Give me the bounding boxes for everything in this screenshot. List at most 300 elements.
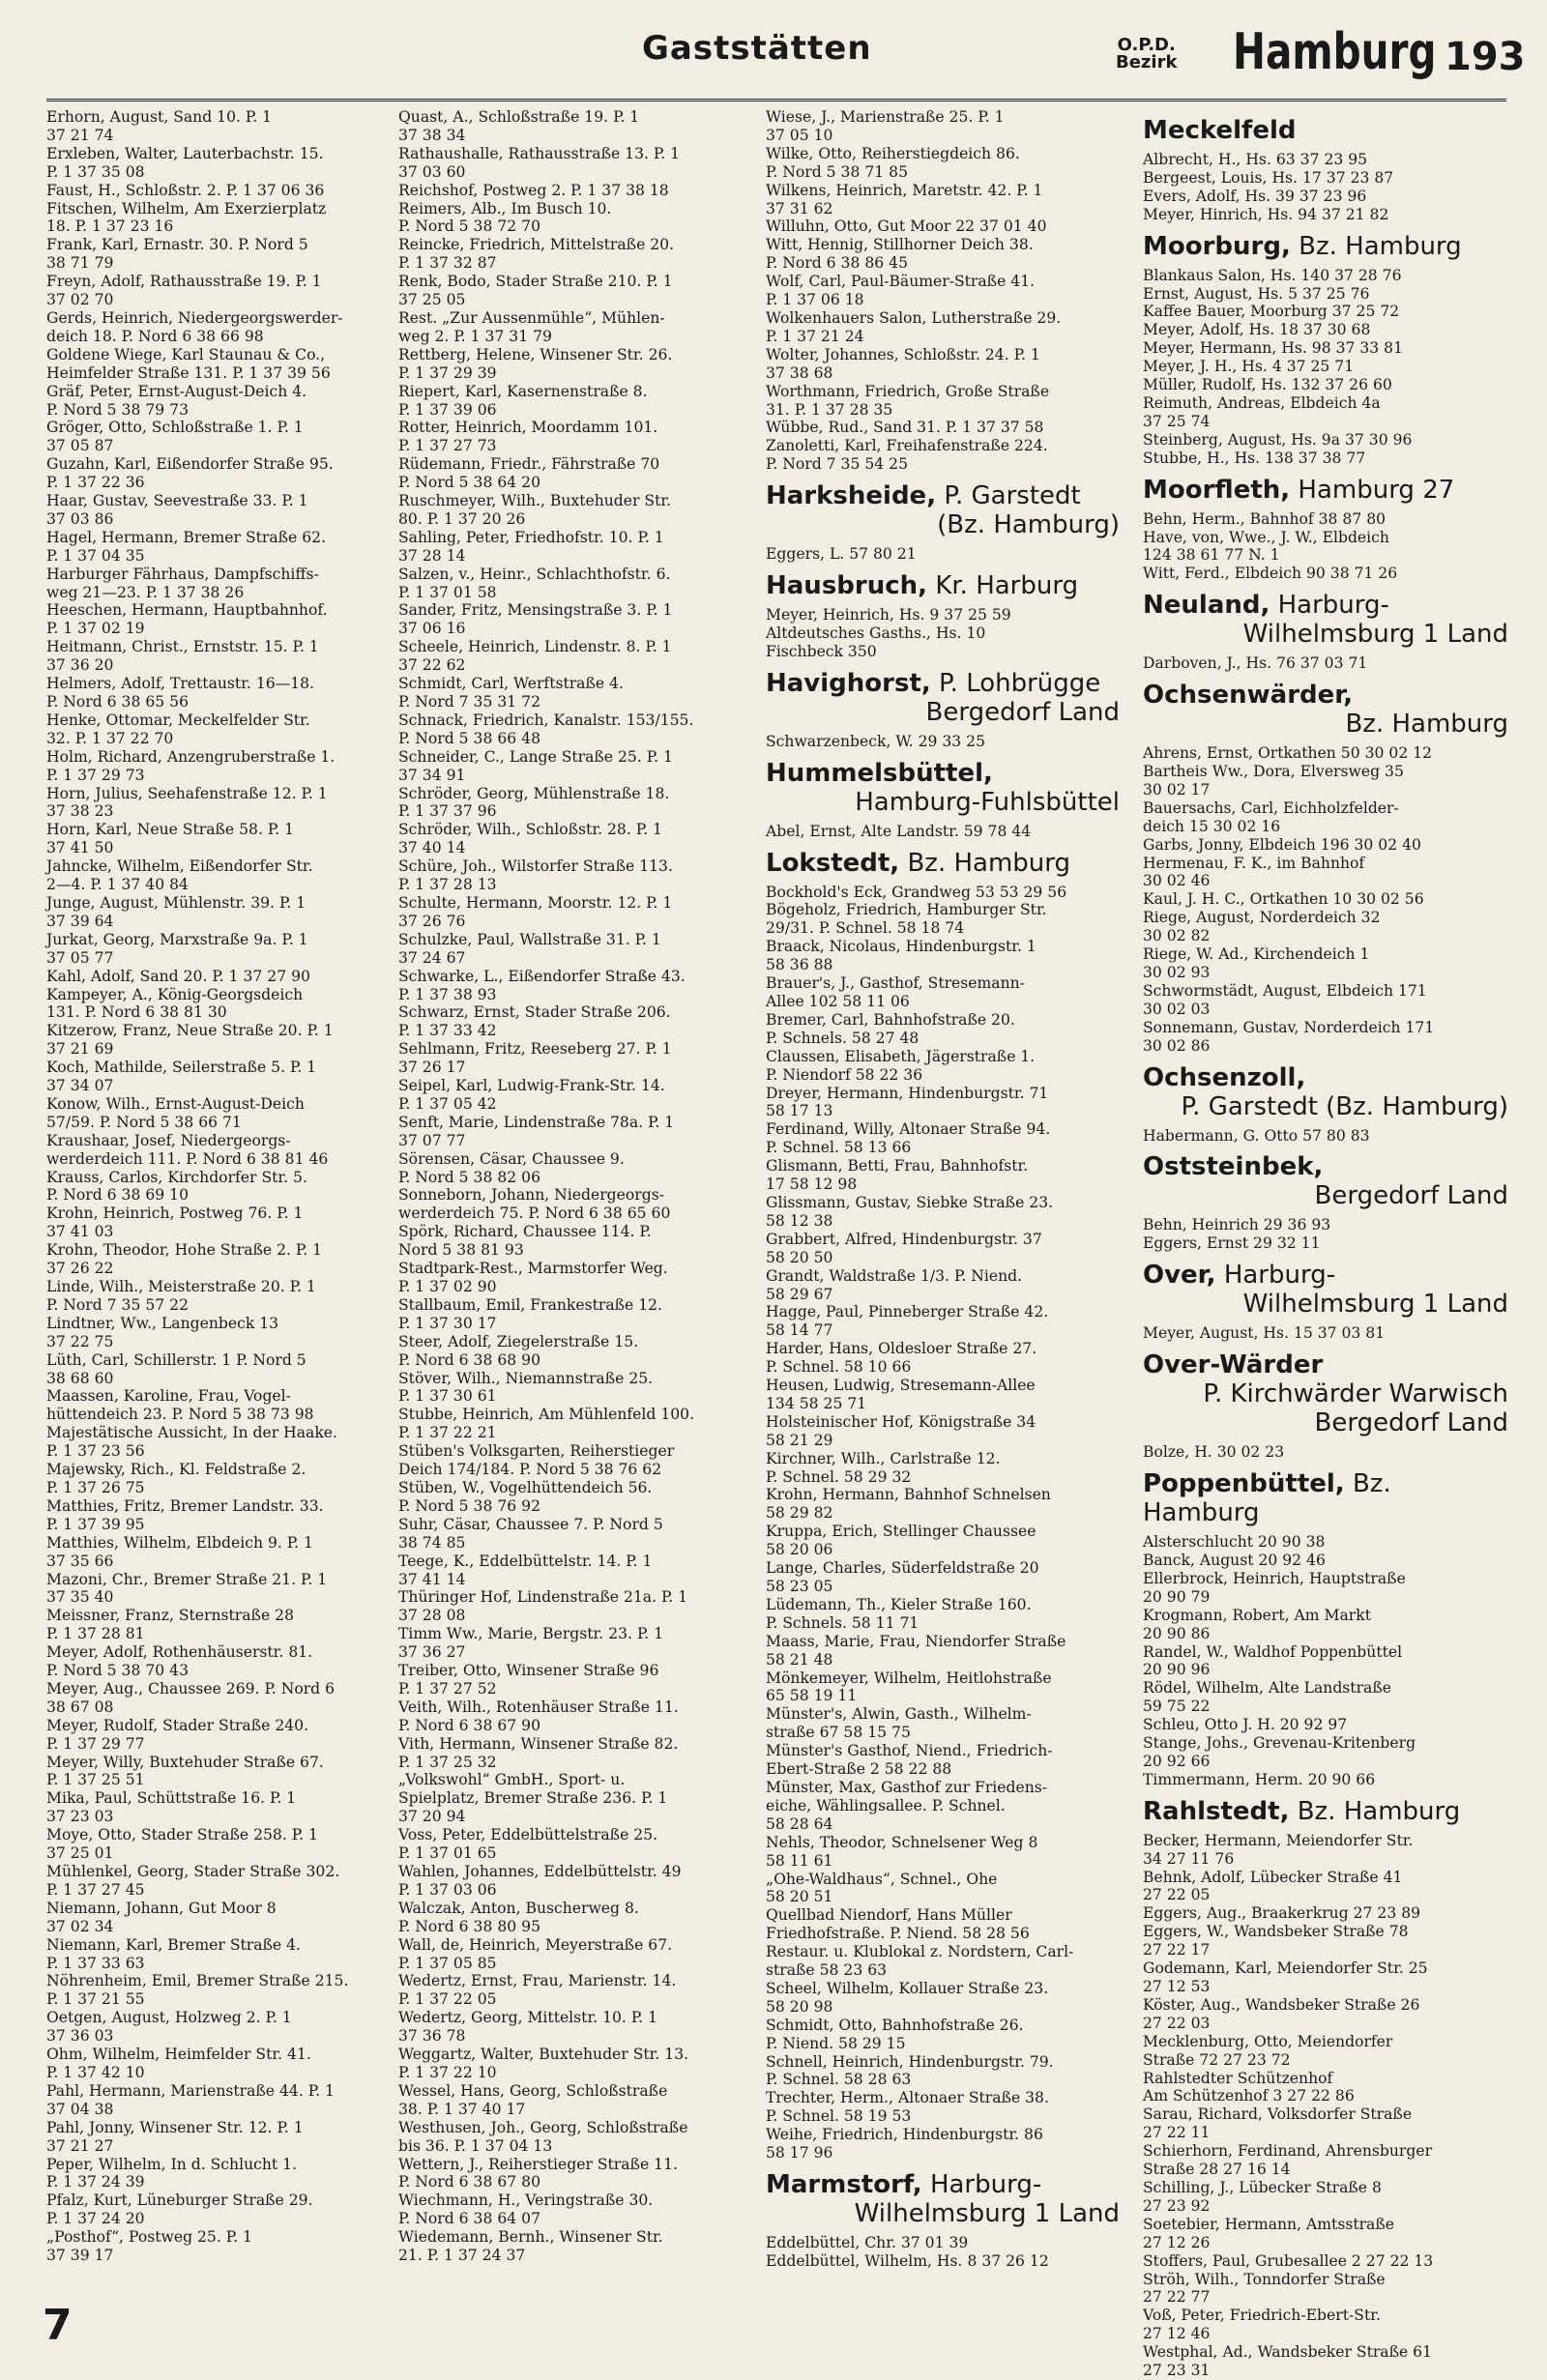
list-item: Straße 72 27 23 72 [1143, 2050, 1291, 2069]
list-item: 17 58 12 98 [766, 1175, 858, 1194]
list-item: 80. P. 1 37 20 26 [398, 509, 526, 528]
list-item: P. Schnel. 58 19 53 [766, 2107, 912, 2126]
list-item: P. Nord 6 38 67 80 [398, 2173, 540, 2191]
list-item: Sarau, Richard, Volksdorfer Straße [1143, 2105, 1413, 2124]
section-subdistrict: (Bz. Hamburg) [937, 510, 1120, 540]
list-item: 131. P. Nord 6 38 81 30 [46, 1003, 227, 1022]
list-item: P. 1 37 21 55 [46, 1990, 145, 2009]
list-item: P. Nord 6 38 69 10 [46, 1186, 189, 1205]
list-item: bis 36. P. 1 37 04 13 [398, 2136, 553, 2155]
list-item: P. 1 37 39 95 [46, 1515, 145, 1533]
list-item: P. 1 37 26 75 [46, 1478, 145, 1496]
list-item: Gräf, Peter, Ernst-August-Deich 4. [46, 382, 307, 400]
list-item: 58 29 67 [766, 1285, 833, 1303]
list-item: Wall, de, Heinrich, Meyerstraße 67. [398, 1935, 673, 1954]
list-item: P. 1 37 29 39 [398, 363, 497, 382]
list-item: Friedhofstraße. P. Niend. 58 28 56 [766, 1925, 1030, 1943]
list-item: 37 23 03 [46, 1808, 114, 1826]
list-item: P. 1 37 04 35 [46, 546, 145, 565]
list-item: Bockhold's Eck, Grandweg 53 53 29 56 [766, 883, 1067, 901]
list-item: Rathaushalle, Rathausstraße 13. P. 1 [398, 144, 681, 162]
list-item: Pahl, Hermann, Marienstraße 44. P. 1 [46, 2081, 335, 2100]
list-item: P. 1 37 29 77 [46, 1734, 145, 1753]
list-item: P. 1 37 30 17 [398, 1314, 497, 1332]
list-item: P. Nord 5 38 76 92 [398, 1496, 540, 1515]
list-item: Schulte, Hermann, Moorstr. 12. P. 1 [398, 893, 673, 912]
list-item: Stubbe, H., Hs. 138 37 38 77 [1143, 449, 1366, 467]
section-district: Bz. Hamburg [907, 848, 1070, 878]
list-item: Kirchner, Wilh., Carlstraße 12. [766, 1449, 1001, 1467]
list-item: Braack, Nicolaus, Hindenburgstr. 1 [766, 938, 1036, 956]
section-place: Hausbruch, [766, 571, 928, 601]
list-item: Nord 5 38 81 93 [398, 1241, 524, 1260]
list-item: P. 1 37 01 65 [398, 1844, 497, 1863]
list-item: Kaul, J. H. C., Ortkathen 10 30 02 56 [1143, 890, 1424, 909]
list-item: Wiese, J., Marienstraße 25. P. 1 [766, 108, 1005, 126]
section-place: Havighorst, [766, 668, 931, 698]
list-item: 37 26 22 [46, 1260, 114, 1278]
list-item: P. 1 37 22 21 [398, 1424, 497, 1442]
list-item: 27 12 46 [1143, 2325, 1211, 2343]
list-item: straße 58 23 63 [766, 1961, 888, 1980]
list-item: 124 38 61 77 N. 1 [1143, 546, 1280, 565]
column-1 [46, 108, 379, 2274]
list-item: P. Schnel. 58 10 66 [766, 1358, 912, 1377]
list-item: Fitschen, Wilhelm, Am Exerzierplatz [46, 199, 327, 218]
list-item: Rest. „Zur Aussenmühle“, Mühlen- [398, 308, 665, 327]
list-item: Meyer, Heinrich, Hs. 9 37 25 59 [766, 606, 1011, 624]
section-subdistrict: Wilhelmsburg 1 Land [1242, 620, 1508, 650]
list-item: Sahling, Peter, Friedhofstr. 10. P. 1 [398, 528, 664, 546]
list-item: Gröger, Otto, Schloßstraße 1. P. 1 [46, 419, 304, 437]
list-item: Mazoni, Chr., Bremer Straße 21. P. 1 [46, 1570, 328, 1588]
list-item: Erxleben, Walter, Lauterbachstr. 15. [46, 144, 324, 162]
list-item: Niemann, Johann, Gut Moor 8 [46, 1899, 277, 1917]
list-item: Stadtpark-Rest., Marmstorfer Weg. [398, 1260, 668, 1278]
list-item: Wolter, Johannes, Schloßstr. 24. P. 1 [766, 345, 1040, 363]
list-item: Weggartz, Walter, Buxtehuder Str. 13. [398, 2046, 689, 2064]
list-item: Sonnemann, Gustav, Norderdeich 171 [1143, 1018, 1435, 1036]
list-item: Wiedemann, Bernh., Winsener Str. [398, 2228, 663, 2247]
list-item: P. 1 37 25 51 [46, 1771, 145, 1789]
list-item: P. 1 37 03 06 [398, 1880, 497, 1899]
section-heading [1143, 1469, 1508, 1527]
list-item: 31. P. 1 37 28 35 [766, 400, 893, 419]
list-item: Stüben, W., Vogelhüttendeich 56. [398, 1478, 653, 1496]
list-item: Wessel, Hans, Georg, Schloßstraße [398, 2081, 668, 2100]
list-item: Behnk, Adolf, Lübecker Straße 41 [1143, 1868, 1403, 1886]
list-item: Salzen, v., Heinr., Schlachthofstr. 6. [398, 565, 671, 583]
list-item: Lange, Charles, Süderfeldstraße 20 [766, 1559, 1039, 1578]
list-item: P. Nord 7 35 31 72 [398, 693, 540, 711]
list-item: P. 1 37 33 42 [398, 1022, 497, 1040]
list-item: Stüben's Volksgarten, Reiherstieger [398, 1442, 675, 1461]
list-item: Riege, August, Norderdeich 32 [1143, 909, 1381, 927]
section-heading [1143, 1152, 1508, 1210]
list-item: P. 1 37 25 32 [398, 1753, 497, 1771]
section-place: Moorburg, [1143, 231, 1291, 261]
list-item: Schulzke, Paul, Wallstraße 31. P. 1 [398, 930, 661, 948]
list-item: weg 2. P. 1 37 31 79 [398, 327, 552, 345]
list-item: Reincke, Friedrich, Mittelstraße 20. [398, 236, 675, 254]
list-item: Schierhorn, Ferdinand, Ahrensburger [1143, 2142, 1433, 2161]
list-item: P. 1 37 02 19 [46, 620, 145, 638]
list-item: 37 25 74 [1143, 412, 1211, 430]
list-item: 37 03 60 [398, 162, 466, 181]
list-item: Suhr, Cäsar, Chaussee 7. P. Nord 5 [398, 1515, 663, 1533]
list-item: hüttendeich 23. P. Nord 5 38 73 98 [46, 1406, 314, 1424]
list-item: P. Schnels. 58 27 48 [766, 1029, 919, 1047]
list-item: 37 28 08 [398, 1607, 466, 1625]
list-item: 37 39 64 [46, 912, 114, 930]
list-item: Riege, W. Ad., Kirchendeich 1 [1143, 945, 1370, 964]
column-2 [398, 108, 748, 2274]
list-item: Horn, Karl, Neue Straße 58. P. 1 [46, 821, 295, 839]
list-item: P. 1 37 28 13 [398, 876, 497, 894]
list-item: 27 22 11 [1143, 2124, 1211, 2142]
list-item: Altdeutsches Gasths., Hs. 10 [766, 624, 986, 642]
section-heading [1143, 1063, 1508, 1121]
list-item: P. Schnels. 58 11 71 [766, 1613, 919, 1632]
section-subdistrict: Bz. Hamburg [1345, 710, 1508, 740]
section-subdistrict: P. Kirchwärder Warwisch Bergedorf Land [1203, 1379, 1508, 1438]
list-item: Eddelbüttel, Wilhelm, Hs. 8 37 26 12 [766, 2251, 1049, 2270]
list-item: P. Schnel. 58 29 32 [766, 1467, 912, 1486]
list-item: eiche, Wählingsallee. P. Schnel. [766, 1796, 1006, 1814]
list-item: Kraushaar, Josef, Niedergeorgs- [46, 1131, 291, 1149]
list-item: P. 1 37 27 73 [398, 437, 497, 455]
list-item: 18. P. 1 37 23 16 [46, 218, 174, 236]
list-item: P. 1 37 21 24 [766, 327, 864, 345]
list-item: Schneider, C., Lange Straße 25. P. 1 [398, 747, 673, 766]
list-item: Wedertz, Georg, Mittelstr. 10. P. 1 [398, 2009, 658, 2027]
list-item: Willuhn, Otto, Gut Moor 22 37 01 40 [766, 218, 1047, 236]
list-item: Matthies, Fritz, Bremer Landstr. 33. [46, 1496, 324, 1515]
list-item: Stange, Johs., Grevenau-Kritenberg [1143, 1734, 1416, 1753]
list-item: Münster's, Alwin, Gasth., Wilhelm- [766, 1705, 1032, 1724]
list-item: 2—4. P. 1 37 40 84 [46, 876, 189, 894]
list-item: Schilling, J., Lübecker Straße 8 [1143, 2178, 1382, 2196]
list-item: 58 20 98 [766, 1997, 833, 2016]
list-item: Allee 102 58 11 06 [766, 993, 910, 1010]
list-item: Helmers, Adolf, Trettaustr. 16—18. [46, 675, 315, 693]
list-item: 20 90 86 [1143, 1624, 1211, 1642]
section-district: Harburg- [1223, 1261, 1336, 1291]
list-item: P. 1 37 28 81 [46, 1625, 145, 1643]
list-item: Guzahn, Karl, Eißendorfer Straße 95. [46, 455, 334, 474]
list-item: 37 07 77 [398, 1131, 466, 1149]
list-item: Meyer, Willy, Buxtehuder Straße 67. [46, 1753, 324, 1771]
section-heading [766, 2170, 1120, 2228]
list-item: Wübbe, Rud., Sand 31. P. 1 37 37 58 [766, 419, 1044, 437]
list-item: Wiechmann, H., Veringstraße 30. [398, 2191, 654, 2210]
section-heading [1143, 591, 1508, 649]
list-item: 37 36 78 [398, 2027, 466, 2046]
list-item: P. Nord 6 38 68 90 [398, 1350, 540, 1369]
list-item: Niemann, Karl, Bremer Straße 4. [46, 1935, 301, 1954]
list-item: Ahrens, Ernst, Ortkathen 50 30 02 12 [1143, 744, 1433, 763]
list-item: Soetebier, Hermann, Amtsstraße [1143, 2215, 1394, 2233]
list-item: Eddelbüttel, Chr. 37 01 39 [766, 2234, 969, 2251]
section-place: Neuland, [1143, 591, 1270, 621]
list-item: Meyer, Hermann, Hs. 98 37 33 81 [1143, 339, 1404, 358]
list-item: Majestätische Aussicht, In der Haake. [46, 1424, 337, 1442]
list-item: 58 36 88 [766, 956, 833, 974]
list-item: 27 22 17 [1143, 1941, 1211, 1959]
list-item: Münster, Max, Gasthof zur Friedens- [766, 1778, 1048, 1796]
list-item: Wilkens, Heinrich, Maretstr. 42. P. 1 [766, 181, 1043, 199]
list-item: Bartheis Ww., Dora, Elversweg 35 [1143, 763, 1404, 781]
list-item: 37 25 01 [46, 1844, 114, 1863]
list-item: Kitzerow, Franz, Neue Straße 20. P. 1 [46, 1022, 334, 1040]
list-item: Bergeest, Louis, Hs. 17 37 23 87 [1143, 168, 1394, 187]
list-item: P. 1 37 22 10 [398, 2063, 497, 2081]
list-item: 30 02 82 [1143, 927, 1211, 945]
footer-number: 7 [43, 2301, 73, 2350]
list-item: 37 24 67 [398, 948, 466, 967]
section-district: P. Lohbrügge [939, 668, 1101, 698]
list-item: Wolf, Carl, Paul-Bäumer-Straße 41. [766, 273, 1036, 291]
list-item: Have, von, Wwe., J. W., Elbdeich [1143, 528, 1389, 546]
list-item: 37 41 03 [46, 1223, 114, 1241]
city-name: Hamburg [1233, 23, 1437, 81]
section-subdistrict: P. Garstedt (Bz. Hamburg) [1181, 1091, 1508, 1121]
list-item: 37 41 14 [398, 1570, 466, 1588]
list-item: Krohn, Hermann, Bahnhof Schnelsen [766, 1486, 1051, 1504]
list-item: Kampeyer, A., König-Georgsdeich [46, 985, 304, 1003]
list-item: Glissmann, Gustav, Siebke Straße 23. [766, 1193, 1054, 1211]
list-item: P. 1 37 32 87 [398, 254, 497, 273]
list-item: P. Niend. 58 29 15 [766, 2034, 906, 2052]
list-item: Wolkenhauers Salon, Lutherstraße 29. [766, 308, 1062, 327]
section-heading [766, 669, 1120, 727]
list-item: Maass, Marie, Frau, Niendorfer Straße [766, 1632, 1066, 1650]
list-item: 37 03 86 [46, 509, 114, 528]
list-item: P. Nord 6 38 64 07 [398, 2210, 540, 2228]
page-title: Gaststätten [642, 29, 872, 68]
list-item: Reichshof, Postweg 2. P. 1 37 38 18 [398, 181, 669, 199]
list-item: Spörk, Richard, Chaussee 114. P. [398, 1223, 652, 1241]
list-item: Holsteinischer Hof, Königstraße 34 [766, 1412, 1036, 1431]
list-item: 27 23 92 [1143, 2196, 1211, 2215]
list-item: 37 05 77 [46, 948, 114, 967]
list-item: 37 39 17 [46, 2247, 114, 2265]
list-item: Timm Ww., Marie, Bergstr. 23. P. 1 [398, 1625, 664, 1643]
list-item: 58 29 82 [766, 1504, 833, 1523]
list-item: Schmidt, Carl, Werftstraße 4. [398, 675, 624, 693]
list-item: Quellbad Niendorf, Hans Müller [766, 1906, 1012, 1925]
list-item: Harburger Fährhaus, Dampfschiffs- [46, 565, 319, 583]
section-subdistrict: Wilhelmsburg 1 Land [854, 2199, 1120, 2228]
list-item: 37 40 14 [398, 839, 466, 857]
list-item: 38 67 08 [46, 1698, 114, 1716]
list-item: 37 02 34 [46, 1917, 114, 1935]
list-item: P. 1 37 38 93 [398, 985, 497, 1003]
list-item: Ströh, Wilh., Tonndorfer Straße [1143, 2270, 1386, 2288]
list-item: Heimfelder Straße 131. P. 1 37 39 56 [46, 363, 331, 382]
list-item: Hagge, Paul, Pinneberger Straße 42. [766, 1303, 1049, 1321]
list-item: werderdeich 111. P. Nord 6 38 81 46 [46, 1149, 329, 1168]
list-item: Lüdemann, Th., Kieler Straße 160. [766, 1595, 1032, 1613]
list-item: Meissner, Franz, Sternstraße 28 [46, 1607, 294, 1625]
list-item: Banck, August 20 92 46 [1143, 1551, 1326, 1569]
list-item: Lindtner, Ww., Langenbeck 13 [46, 1314, 279, 1332]
list-item: Horn, Julius, Seehafenstraße 12. P. 1 [46, 784, 328, 802]
list-item: Worthmann, Friedrich, Große Straße [766, 382, 1050, 400]
list-item: Kruppa, Erich, Stellinger Chaussee [766, 1523, 1036, 1541]
list-item: Seipel, Karl, Ludwig-Frank-Str. 14. [398, 1077, 665, 1095]
list-item: Quast, A., Schloßstraße 19. P. 1 [398, 108, 640, 126]
list-item: Schwormstädt, August, Elbdeich 171 [1143, 981, 1427, 1000]
bezirk-text: Bezirk [1116, 52, 1178, 73]
list-item: Mecklenburg, Otto, Meiendorfer [1143, 2032, 1393, 2050]
list-item: P. 1 37 33 63 [46, 1954, 145, 1972]
list-item: Scheele, Heinrich, Lindenstr. 8. P. 1 [398, 638, 672, 656]
list-item: P. 1 37 06 18 [766, 291, 864, 309]
list-item: Riepert, Karl, Kasernenstraße 8. [398, 382, 648, 400]
list-item: 37 35 66 [46, 1552, 114, 1570]
list-item: Teege, K., Eddelbüttelstr. 14. P. 1 [398, 1552, 653, 1570]
list-item: Schwarke, L., Eißendorfer Straße 43. [398, 967, 686, 985]
list-item: Becker, Hermann, Meiendorfer Str. [1143, 1831, 1414, 1849]
list-item: weg 21—23. P. 1 37 38 26 [46, 583, 245, 601]
list-item: 37 26 17 [398, 1059, 466, 1077]
list-item: Meyer, Hinrich, Hs. 94 37 21 82 [1143, 205, 1389, 223]
list-item: „Posthof“, Postweg 25. P. 1 [46, 2228, 252, 2247]
list-item: Reimers, Alb., Im Busch 10. [398, 199, 612, 218]
list-item: Matthies, Wilhelm, Elbdeich 9. P. 1 [46, 1533, 313, 1552]
list-item: 27 12 26 [1143, 2233, 1211, 2251]
list-item: Dreyer, Hermann, Hindenburgstr. 71 [766, 1084, 1049, 1102]
list-item: 134 58 25 71 [766, 1394, 867, 1412]
list-item: 20 90 79 [1143, 1587, 1211, 1606]
list-item: Restaur. u. Klublokal z. Nordstern, Carl- [766, 1943, 1074, 1961]
list-item: 37 05 10 [766, 126, 833, 144]
list-item: Oetgen, August, Holzweg 2. P. 1 [46, 2009, 292, 2027]
list-item: 37 38 34 [398, 126, 466, 144]
list-item: P. Nord 6 38 65 56 [46, 693, 189, 711]
list-item: 58 20 06 [766, 1541, 833, 1559]
list-item: Jahncke, Wilhelm, Eißendorfer Str. [46, 857, 313, 876]
list-item: P. 1 37 22 05 [398, 1990, 497, 2009]
list-item: Am Schützenhof 3 27 22 86 [1143, 2087, 1355, 2105]
list-item: 27 23 31 [1143, 2362, 1211, 2380]
list-item: Harder, Hans, Oldesloer Straße 27. [766, 1340, 1037, 1358]
list-item: Krauss, Carlos, Kirchdorfer Str. 5. [46, 1168, 307, 1186]
list-item: 38 74 85 [398, 1533, 466, 1552]
list-item: Mönkemeyer, Wilhelm, Heitlohstraße [766, 1669, 1052, 1687]
list-item: Thüringer Hof, Lindenstraße 21a. P. 1 [398, 1588, 688, 1607]
list-item: Henke, Ottomar, Meckelfelder Str. [46, 711, 310, 729]
list-item: Münster's Gasthof, Niend., Friedrich- [766, 1742, 1053, 1760]
list-item: 58 28 64 [766, 1814, 833, 1833]
list-item: 58 23 05 [766, 1578, 833, 1595]
list-item: 27 22 03 [1143, 2014, 1211, 2032]
list-item: 37 34 07 [46, 1077, 114, 1095]
list-item: P. 1 37 05 42 [398, 1094, 497, 1113]
list-item: 37 02 70 [46, 291, 114, 309]
list-item: P. Nord 5 38 64 20 [398, 474, 540, 492]
list-item: Nehls, Theodor, Schnelsener Weg 8 [766, 1833, 1038, 1851]
list-item: Westphal, Ad., Wandsbeker Straße 61 [1143, 2343, 1433, 2362]
list-item: Meyer, Aug., Chaussee 269. P. Nord 6 [46, 1679, 336, 1698]
list-item: 37 04 38 [46, 2100, 114, 2118]
list-item: Walczak, Anton, Buscherweg 8. [398, 1899, 639, 1917]
list-item: 38 68 60 [46, 1369, 114, 1387]
list-item: Claussen, Elisabeth, Jägerstraße 1. [766, 1047, 1036, 1065]
list-item: P. 1 37 27 52 [398, 1679, 497, 1698]
list-item: P. 1 37 24 39 [46, 2173, 145, 2191]
list-item: 37 21 69 [46, 1040, 114, 1059]
list-item: 38. P. 1 37 40 17 [398, 2100, 526, 2118]
section-place: Marmstorf, [766, 2170, 922, 2199]
list-item: Senft, Marie, Lindenstraße 78a. P. 1 [398, 1113, 675, 1131]
list-item: Garbs, Jonny, Elbdeich 196 30 02 40 [1143, 835, 1421, 854]
list-item: 27 22 05 [1143, 1886, 1211, 1904]
list-item: Schüre, Joh., Wilstorfer Straße 113. [398, 857, 673, 876]
list-item: Grabbert, Alfred, Hindenburgstr. 37 [766, 1230, 1042, 1248]
list-item: Schleu, Otto J. H. 20 92 97 [1143, 1716, 1348, 1734]
list-item: Meyer, Rudolf, Stader Straße 240. [46, 1716, 309, 1734]
list-item: „Volkswohl“ GmbH., Sport- u. [398, 1771, 626, 1789]
list-item: 30 02 03 [1143, 1000, 1211, 1018]
list-item: Goldene Wiege, Karl Staunau & Co., [46, 345, 326, 363]
list-item: straße 67 58 15 75 [766, 1724, 911, 1742]
list-item: 37 22 62 [398, 656, 466, 675]
section-place: Harksheide, [766, 481, 937, 511]
list-item: P. 1 37 01 58 [398, 583, 497, 601]
section-district: P. Garstedt [944, 481, 1081, 511]
list-item: 37 05 87 [46, 437, 114, 455]
list-item: 37 38 23 [46, 802, 114, 821]
section-place: Hummelsbüttel, [766, 758, 993, 788]
list-item: 37 25 05 [398, 291, 466, 309]
section-place: Over-Wärder [1143, 1350, 1324, 1380]
list-item: 30 02 93 [1143, 964, 1211, 981]
list-item: P. Schnel. 58 28 63 [766, 2071, 912, 2089]
list-item: Scheel, Wilhelm, Kollauer Straße 23. [766, 1979, 1049, 1997]
list-item: 58 12 38 [766, 1211, 833, 1230]
section-place: Ochsenzoll, [1143, 1062, 1306, 1092]
page-number: 193 [1445, 35, 1526, 79]
list-item: P. Nord 5 38 79 73 [46, 400, 189, 419]
list-item: Krogmann, Robert, Am Markt [1143, 1606, 1371, 1624]
section-heading [766, 759, 1120, 817]
section-district: Bz. Hamburg [1297, 1796, 1461, 1826]
list-item: 38 71 79 [46, 254, 114, 273]
list-item: Stöver, Wilh., Niemannstraße 25. [398, 1369, 654, 1387]
list-item: P. Niendorf 58 22 36 [766, 1065, 923, 1084]
list-item: Rahlstedter Schützenhof [1143, 2069, 1333, 2087]
list-item: P. Schnel. 58 13 66 [766, 1139, 912, 1157]
list-item: Eggers, L. 57 80 21 [766, 545, 917, 564]
list-item: P. 1 37 24 20 [46, 2210, 145, 2228]
section-heading [1143, 1261, 1508, 1319]
list-item: Eggers, Ernst 29 32 11 [1143, 1234, 1321, 1253]
column-4 [1143, 108, 1508, 2380]
list-item: 37 36 27 [398, 1643, 466, 1662]
list-item: 37 41 50 [46, 839, 114, 857]
list-item: Holm, Richard, Anzengruberstraße 1. [46, 747, 336, 766]
section-subdistrict: Hamburg-Fuhlsbüttel [855, 787, 1120, 817]
list-item: P. Nord 7 35 54 25 [766, 455, 908, 474]
list-item: Voss, Peter, Eddelbüttelstraße 25. [398, 1826, 658, 1844]
list-item: P. Nord 5 38 71 85 [766, 162, 908, 181]
list-item: Ellerbrock, Heinrich, Hauptstraße [1143, 1569, 1406, 1587]
list-item: Wahlen, Johannes, Eddelbüttelstr. 49 [398, 1863, 682, 1880]
list-item: Lüth, Carl, Schillerstr. 1 P. Nord 5 [46, 1350, 306, 1369]
list-item: Sörensen, Cäsar, Chaussee 9. [398, 1149, 625, 1168]
